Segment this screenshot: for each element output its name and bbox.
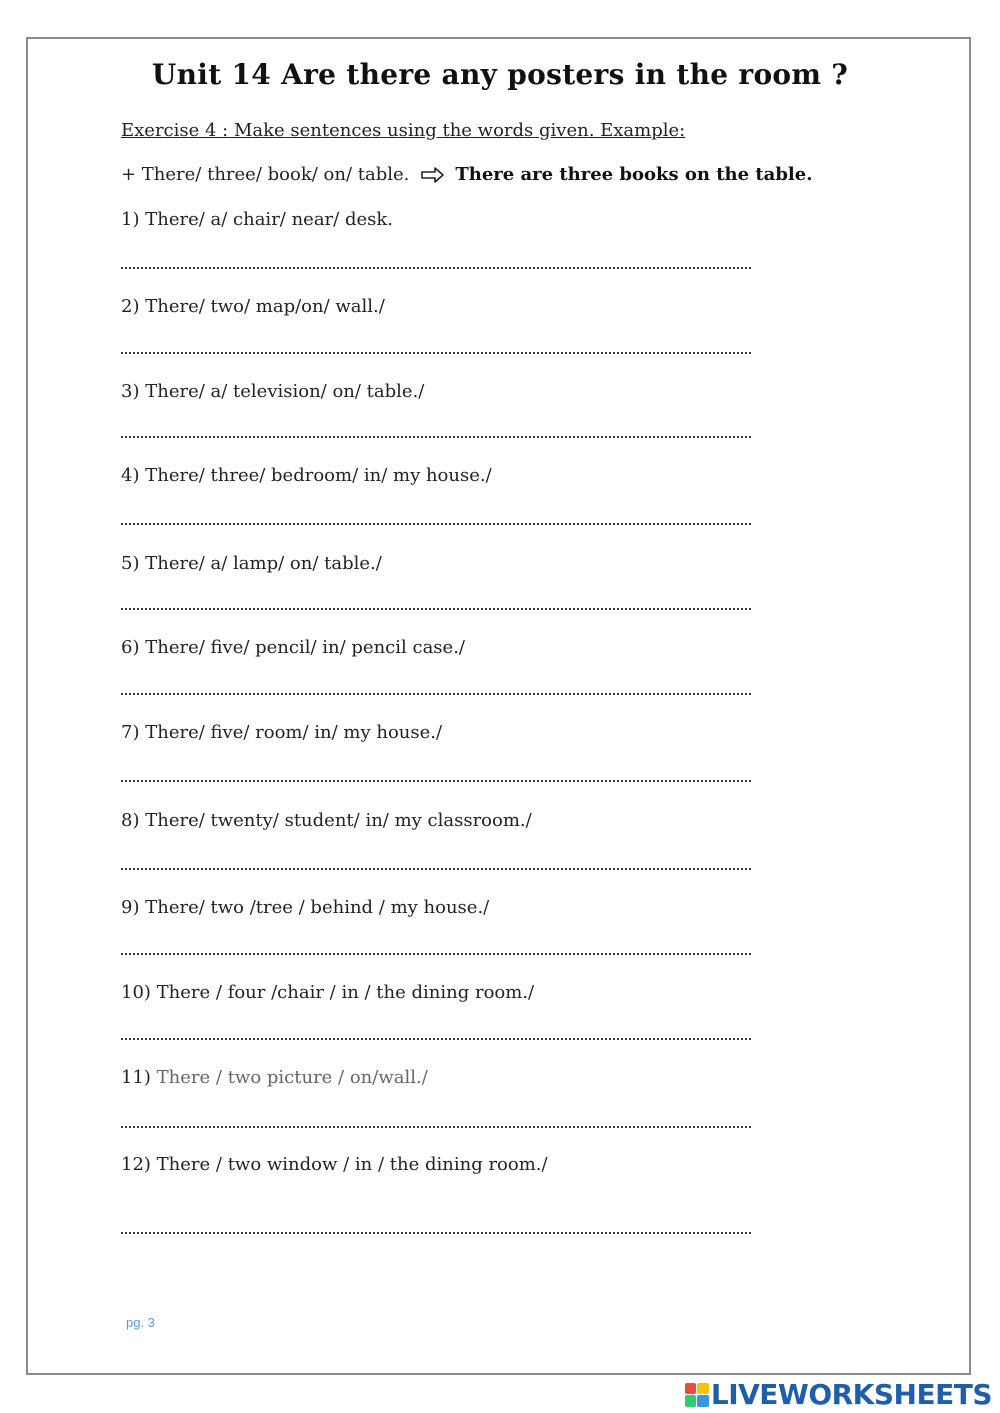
question-text: There/ two /tree / behind / my house./ <box>145 897 490 918</box>
exercise-instruction: Exercise 4 : Make sentences using the words given. Example: <box>121 120 686 141</box>
question-text: There/ three/ bedroom/ in/ my house./ <box>145 465 492 486</box>
question-item <box>121 381 424 402</box>
page-title: Unit 14 Are there any posters in the room ? <box>151 58 849 91</box>
question-number: 10) <box>121 982 151 1003</box>
question-number: 6) <box>121 637 140 658</box>
question-item <box>121 296 385 317</box>
answer-line[interactable] <box>121 606 751 610</box>
question-item <box>121 1067 428 1088</box>
right-arrow-icon <box>421 166 445 184</box>
question-number: 4) <box>121 465 140 486</box>
answer-line[interactable] <box>121 1124 751 1128</box>
question-number: 12) <box>121 1154 151 1175</box>
question-item <box>121 465 492 486</box>
example-answer: There are three books on the table. <box>455 164 813 185</box>
question-number: 9) <box>121 897 140 918</box>
question-item <box>121 810 532 831</box>
question-number: 3) <box>121 381 140 402</box>
answer-line[interactable] <box>121 265 751 269</box>
question-text: There/ five/ room/ in/ my house./ <box>145 722 443 743</box>
question-item <box>121 1154 548 1175</box>
page-number: pg. 3 <box>126 1315 155 1330</box>
question-item <box>121 553 382 574</box>
question-text: There/ twenty/ student/ in/ my classroom./ <box>145 810 532 831</box>
question-text: There/ two/ map/on/ wall./ <box>145 296 385 317</box>
answer-line[interactable] <box>121 521 751 525</box>
answer-line[interactable] <box>121 434 751 438</box>
example-prompt: + There/ three/ book/ on/ table. <box>121 164 410 185</box>
question-text: There/ a/ television/ on/ table./ <box>145 381 425 402</box>
question-number: 1) <box>121 209 140 230</box>
answer-line[interactable] <box>121 1230 751 1234</box>
question-number: 11) <box>121 1067 151 1088</box>
question-item <box>121 637 465 658</box>
liveworksheets-brand[interactable] <box>685 1378 992 1411</box>
example-line <box>121 164 812 185</box>
question-item <box>121 209 393 230</box>
question-number: 8) <box>121 810 140 831</box>
question-number: 2) <box>121 296 140 317</box>
question-item <box>121 722 442 743</box>
answer-line[interactable] <box>121 866 751 870</box>
question-text: There / two picture / on/wall./ <box>156 1067 428 1088</box>
answer-line[interactable] <box>121 778 751 782</box>
question-text: There/ a/ chair/ near/ desk. <box>145 209 393 230</box>
answer-line[interactable] <box>121 691 751 695</box>
answer-line[interactable] <box>121 951 751 955</box>
brand-name: LIVEWORKSHEETS <box>710 1378 992 1411</box>
answer-line[interactable] <box>121 350 751 354</box>
question-item <box>121 982 534 1003</box>
question-number: 5) <box>121 553 140 574</box>
liveworksheets-logo-icon <box>685 1383 709 1407</box>
question-item <box>121 897 489 918</box>
question-number: 7) <box>121 722 140 743</box>
answer-line[interactable] <box>121 1036 751 1040</box>
question-text: There / four /chair / in / the dining room./ <box>156 982 535 1003</box>
question-text: There/ five/ pencil/ in/ pencil case./ <box>145 637 465 658</box>
question-text: There / two window / in / the dining room./ <box>156 1154 548 1175</box>
question-text: There/ a/ lamp/ on/ table./ <box>145 553 382 574</box>
